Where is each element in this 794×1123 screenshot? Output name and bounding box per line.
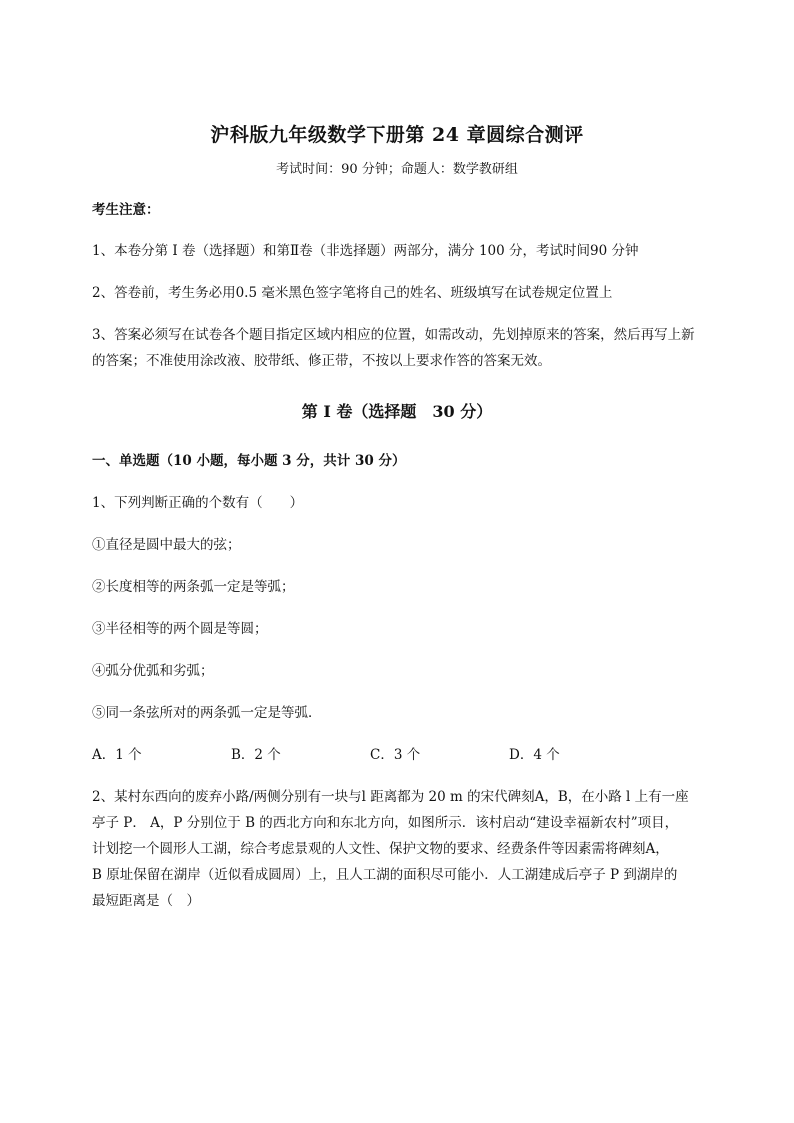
section-title: 第 I 卷（选择题 30 分） [301, 402, 493, 421]
notice-item-3-continued: 的答案；不准使用涂改液、胶带纸、修正带，不按以上要求作答的答案无效。 [92, 353, 551, 369]
q1-statement-5: ⑤同一条弦所对的两条弧一定是等弧． [92, 705, 322, 721]
notice-item-2: 2、答卷前，考生务必用0.5 毫米黑色签字笔将自己的姓名、班级填写在试卷规定位置上 [92, 285, 613, 301]
q2-line-4: B 原址保留在湖岸（近似看成圆周）上，且人工湖的面积尽可能小．人工湖建成后亭子 P 到湖岸的 [92, 867, 678, 883]
part-heading: 一、单选题（10 小题，每小题 3 分，共计 30 分） [92, 453, 406, 469]
q1-statement-1: ①直径是圆中最大的弦； [92, 537, 241, 553]
q1-statement-3: ③半径相等的两个圆是等圆； [92, 621, 268, 637]
q1-option-a: A．1 个 [92, 747, 142, 763]
notice-item-3: 3、答案必须写在试卷各个题目指定区域内相应的位置，如需改动，先划掉原来的答案，然后再写上新 [92, 327, 695, 343]
q1-option-c: C．3 个 [370, 747, 421, 763]
q2-line-1: 2、某村东西向的废弃小路/两侧分别有一块与l 距离都为 20 m 的宋代碑刻A，B，在小路 l 上有一座 [92, 789, 689, 805]
q1-option-b: B．2 个 [231, 747, 281, 763]
q2-line-5: 最短距离是（ ） [92, 893, 200, 909]
q1-option-d: D．4 个 [509, 747, 560, 763]
q1-stem: 1、下列判断正确的个数有（ ） [92, 495, 304, 511]
q1-statement-4: ④弧分优弧和劣弧； [92, 663, 214, 679]
q1-statement-2: ②长度相等的两条弧一定是等弧； [92, 579, 295, 595]
notice-heading: 考生注意： [92, 202, 160, 218]
notice-item-1: 1、本卷分第 I 卷（选择题）和第Ⅱ卷（非选择题）两部分，满分 100 分，考试时间90 分钟 [92, 243, 639, 259]
page-title: 沪科版九年级数学下册第 24 章圆综合测评 [210, 124, 584, 146]
q2-line-2: 亭子 P． A，P 分别位于 B 的西北方向和东北方向，如图所示．该村启动“建设幸福新农村”项目， [92, 815, 679, 831]
page-subtitle: 考试时间：90 分钟；命题人：数学教研组 [276, 162, 518, 177]
q2-line-3: 计划挖一个圆形人工湖，综合考虑景观的人文性、保护文物的要求、经费条件等因素需将碑刻A， [92, 841, 669, 857]
